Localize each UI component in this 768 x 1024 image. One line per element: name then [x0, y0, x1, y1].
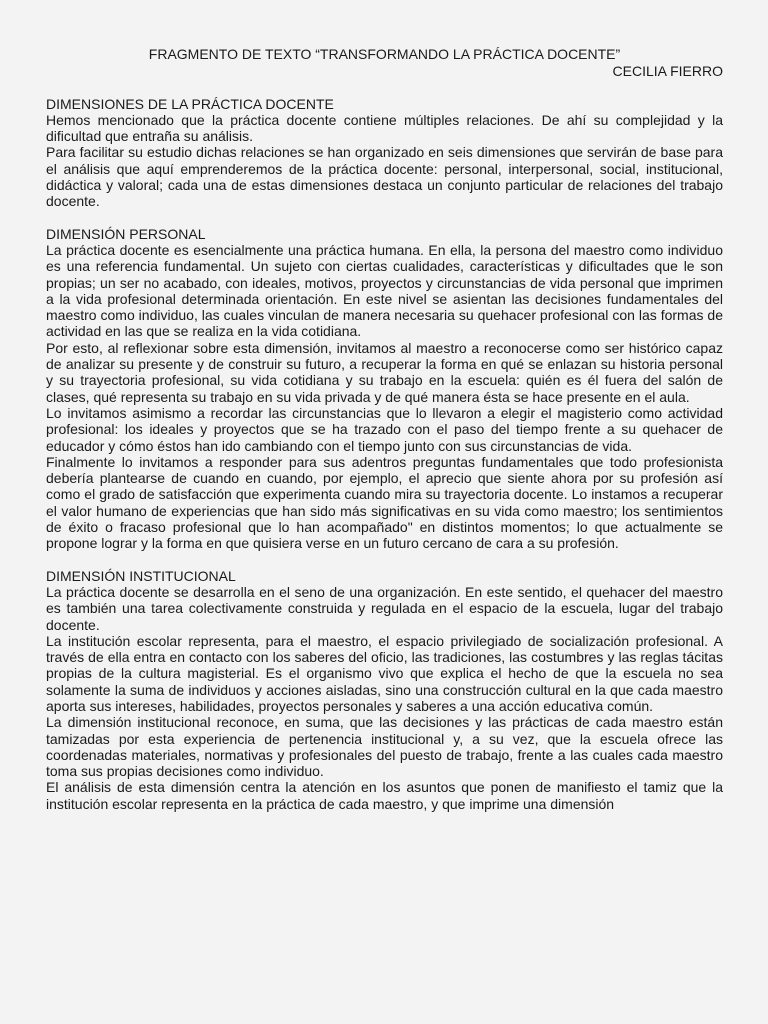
paragraph: La práctica docente es esencialmente una práctica humana. En ella, la persona del maestro como individuo es una referencia fundamental. Un sujeto con ciertas cualidades, características y dificultades que le son propias; un ser no acabado, con ideales, motivos, proyectos y circunstancias de vida personal que imprimen a la vida profesional determinada orientación. En este nivel se asientan las decisiones fundamentales del maestro como individuo, las cuales vinculan de manera necesaria su quehacer profesional con las formas de actividad en las que se realiza en la vida cotidiana.	[46, 241, 723, 340]
section-dimension-institucional	[46, 568, 723, 812]
paragraph: Por esto, al reflexionar sobre esta dimensión, invitamos al maestro a reconocerse como ser histórico capaz de analizar su presente y de construir su futuro, a recuperar la forma en qué se enlazan su historia personal y su trayectoria profesional, su vida cotidiana y su trabajo en la escuela: quién es él fuera del salón de clases, qué representa su trabajo en su vida privada y de qué manera ésta se hace presente en el aula.	[46, 339, 723, 405]
paragraph: La institución escolar representa, para el maestro, el espacio privilegiado de socialización profesional. A través de ella entra en contacto con los saberes del oficio, las tradiciones, las costumbres y las reglas tácitas propias de la cultura magisterial. Es el organismo vivo que explica el hecho de que la escuela no sea solamente la suma de individuos y acciones aisladas, sino una construcción cultural en la que cada maestro aporta sus intereses, habilidades, proyectos personales y saberes a una acción educativa común.	[46, 632, 723, 714]
section-heading: DIMENSIÓN INSTITUCIONAL	[46, 567, 236, 584]
paragraph: Para facilitar su estudio dichas relaciones se han organizado en seis dimensiones que servirán de base para el análisis que aquí emprenderemos de la práctica docente: personal, interpersonal, social, institucional, didáctica y valoral; cada una de estas dimensiones destaca un conjunto particular de relaciones del trabajo docente.	[46, 144, 723, 210]
document-author: CECILIA FIERRO	[612, 63, 723, 80]
section-heading: DIMENSIÓN PERSONAL	[46, 225, 206, 242]
section-heading: DIMENSIONES DE LA PRÁCTICA DOCENTE	[46, 95, 334, 112]
paragraph: El análisis de esta dimensión centra la atención en los asuntos que ponen de manifiesto el tamiz que la institución escolar representa en la práctica de cada maestro, y que imprime una dimensión	[46, 779, 723, 812]
paragraph: La dimensión institucional reconoce, en suma, que las decisiones y las prácticas de cada maestro están tamizadas por esta experiencia de pertenencia institucional y, a su vez, que la escuela ofrece las coordenadas materiales, normativas y profesionales del puesto de trabajo, frente a las cuales cada maestro toma sus propias decisiones como individuo.	[46, 714, 723, 780]
section-dimensiones	[46, 96, 723, 210]
paragraph: Lo invitamos asimismo a recordar las circunstancias que lo llevaron a elegir el magisterio como actividad profesional: los ideales y proyectos que se ha trazado con el paso del tiempo frente a su quehacer de educador y cómo éstos han ido cambiando con el tiempo junto con sus circunstancias de vida.	[46, 404, 723, 454]
paragraph: La práctica docente se desarrolla en el seno de una organización. En este sentido, el quehacer del maestro es también una tarea colectivamente construida y regulada en el espacio de la escuela, lugar del trabajo docente.	[46, 583, 723, 633]
paragraph: Finalmente lo invitamos a responder para sus adentros preguntas fundamentales que todo profesionista debería plantearse de cuando en cuando, por ejemplo, el aprecio que siente ahora por su profesión así como el grado de satisfacción que experimenta cuando mira su trayectoria docente. Lo instamos a recuperar el valor humano de experiencias que han sido más significativas en su vida como maestro; los sentimientos de éxito o fracaso profesional que lo han acompañado" en distintos momentos; lo que actualmente se propone lograr y la forma en que quisiera verse en un futuro cercano de cara a su profesión.	[46, 453, 723, 552]
document-title: FRAGMENTO DE TEXTO “TRANSFORMANDO LA PRÁCTICA DOCENTE”	[148, 46, 621, 62]
paragraph: Hemos mencionado que la práctica docente contiene múltiples relaciones. De ahí su complejidad y la dificultad que entraña su análisis.	[46, 111, 723, 145]
section-dimension-personal	[46, 226, 723, 552]
